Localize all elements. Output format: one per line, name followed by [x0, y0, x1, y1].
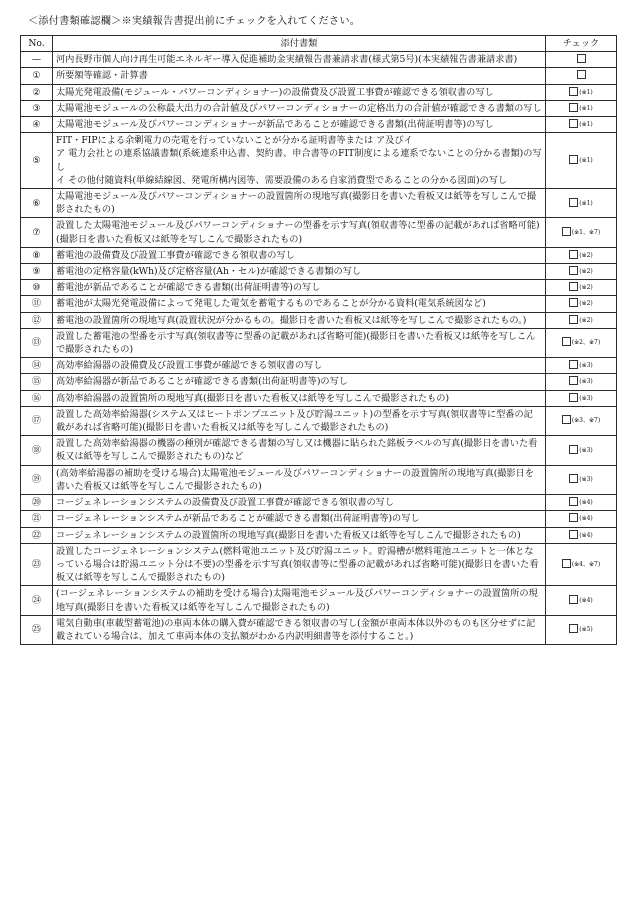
document-text: 蓄電池が太陽光発電設備によって発電した電気を蓄電するものであることが分かる資料(電気系統図など) — [56, 298, 486, 310]
row-number: ⑭ — [21, 358, 53, 374]
check-cell — [546, 328, 617, 357]
row-number: ㉓ — [21, 543, 53, 586]
footnote-reference: (※2) — [579, 300, 593, 308]
checkbox[interactable] — [577, 54, 586, 63]
checkbox[interactable] — [577, 70, 586, 79]
table-header-row — [21, 36, 617, 52]
check-cell — [546, 280, 617, 296]
document-description — [53, 247, 546, 263]
table-row — [21, 543, 617, 586]
row-number: ㉔ — [21, 586, 53, 615]
document-description — [53, 52, 546, 68]
checkbox[interactable] — [569, 119, 578, 128]
check-cell — [546, 247, 617, 263]
document-description — [53, 264, 546, 280]
check-cell — [546, 312, 617, 328]
checkbox[interactable] — [569, 474, 578, 483]
check-cell — [546, 436, 617, 465]
document-description — [53, 117, 546, 133]
footnote-reference: (※4) — [579, 531, 593, 539]
check-cell — [546, 390, 617, 406]
row-number: ④ — [21, 117, 53, 133]
document-text: 河内長野市個人向け再生可能エネルギー導入促進補助金実績報告書兼請求書(様式第5号)(本実績報告書兼請求書) — [56, 54, 518, 66]
document-description — [53, 543, 546, 586]
check-cell — [546, 218, 617, 247]
table-row — [21, 495, 617, 511]
row-number: ⑬ — [21, 328, 53, 357]
checkbox[interactable] — [569, 282, 578, 291]
table-row — [21, 312, 617, 328]
footnote-reference: (※3) — [579, 394, 593, 402]
check-cell — [546, 296, 617, 312]
document-text: 高効率給湯器の設置箇所の現地写真(撮影日を書いた看板又は紙等を写しこんで撮影されたもの) — [56, 392, 450, 404]
document-description — [53, 436, 546, 465]
footnote-reference: (※4) — [579, 499, 593, 507]
table-row — [21, 117, 617, 133]
document-description — [53, 495, 546, 511]
check-cell — [546, 511, 617, 527]
checkbox[interactable] — [569, 376, 578, 385]
footnote-reference: (※1) — [579, 104, 593, 112]
document-description — [53, 374, 546, 390]
table-row — [21, 358, 617, 374]
document-text: コージェネレーションシステムの設備費及び設置工事費が確認できる領収書の写し — [56, 497, 395, 509]
check-cell — [546, 465, 617, 494]
footnote-reference: (※1) — [579, 157, 593, 165]
row-number: ⑲ — [21, 465, 53, 494]
checkbox[interactable] — [562, 337, 571, 346]
check-cell — [546, 100, 617, 116]
document-text: 設置した太陽電池モジュール及びパワーコンディショナーの型番を示す写真(領収書等に型番の記載があれば省略可能)(撮影日を書いた看板又は紙等を写しこんで撮影されたもの) — [56, 220, 540, 245]
document-description — [53, 527, 546, 543]
table-row — [21, 218, 617, 247]
document-text: 蓄電池が新品であることが確認できる書類(出荷証明書等)の写し — [56, 282, 321, 294]
checkbox[interactable] — [569, 266, 578, 275]
table-body — [21, 52, 617, 645]
footnote-reference: (※4) — [579, 515, 593, 523]
checkbox[interactable] — [569, 497, 578, 506]
row-number: ⑨ — [21, 264, 53, 280]
table-row — [21, 68, 617, 84]
document-description — [53, 218, 546, 247]
table-row — [21, 133, 617, 189]
checkbox[interactable] — [569, 87, 578, 96]
checkbox[interactable] — [569, 445, 578, 454]
document-text: 設置した高効率給湯器の機器の種別が確認できる書類の写し又は機器に貼られた銘板ラベルの写真(撮影日を書いた看板又は紙等を写しこんで撮影されたもの)など — [56, 438, 538, 463]
document-description — [53, 465, 546, 494]
checkbox[interactable] — [562, 559, 571, 568]
footnote-reference: (※3) — [579, 446, 593, 454]
document-text: 太陽電池モジュールの公称最大出力の合計値及びパワーコンディショナーの定格出力の合計値が確認できる書類の写し — [56, 102, 542, 114]
check-cell — [546, 84, 617, 100]
document-text: 高効率給湯器が新品であることが確認できる書類(出荷証明書等)の写し — [56, 376, 348, 388]
checkbox[interactable] — [562, 227, 571, 236]
document-text: 太陽電池モジュール及びパワーコンディショナーの設置箇所の現地写真(撮影日を書いた看板又は紙等を写しこんで撮影されたもの) — [56, 191, 537, 216]
document-text: 設置したコージェネレーションシステム(燃料電池ユニット及び貯湯ユニット。貯湯槽が燃料電池ユニットと一体となっている場合は貯湯ユニット分は不要)の型番を示す写真(領収書等に型番の記載があれば省略可能)(撮影日を書いた看板又は紙等を写しこんで撮影されたもの) — [56, 545, 539, 584]
footnote-reference: (※2) — [579, 284, 593, 292]
footnote-reference: (※2、※7) — [571, 339, 601, 347]
footnote-reference: (※4、※7) — [571, 560, 601, 568]
footnote-reference: (※3) — [579, 476, 593, 484]
footnote-reference: (※1) — [579, 88, 593, 96]
check-cell — [546, 406, 617, 435]
document-description — [53, 133, 546, 189]
row-number: ⑧ — [21, 247, 53, 263]
table-row — [21, 84, 617, 100]
checkbox[interactable] — [569, 298, 578, 307]
footnote-reference: (※5) — [579, 626, 593, 634]
check-cell — [546, 133, 617, 189]
check-cell — [546, 615, 617, 644]
document-text: コージェネレーションシステムの設置箇所の現地写真(撮影日を書いた看板又は紙等を写しこんで撮影されたもの) — [56, 529, 521, 541]
table-row — [21, 296, 617, 312]
table-row — [21, 615, 617, 644]
footnote-reference: (※2) — [579, 268, 593, 276]
table-row — [21, 465, 617, 494]
document-description — [53, 390, 546, 406]
footnote-reference: (※1) — [579, 199, 593, 207]
row-number: ⑩ — [21, 280, 53, 296]
table-row — [21, 390, 617, 406]
check-cell — [546, 358, 617, 374]
table-row — [21, 374, 617, 390]
document-text: 蓄電池の定格容量(kWh)及び定格容量(Ah・セル)が確認できる書類の写し — [56, 266, 362, 278]
document-description — [53, 189, 546, 218]
checkbox[interactable] — [569, 315, 578, 324]
row-number: ⑰ — [21, 406, 53, 435]
row-number: ⑱ — [21, 436, 53, 465]
document-text: 設置した高効率給湯器(システム又はヒートポンプユニット及び貯湯ユニット)の型番を示す写真(領収書等に型番の記載があれば省略可能)(撮影日を書いた看板又は紙等を写しこんで撮影されたもの) — [56, 408, 533, 434]
document-text: 電気自動車(車載型蓄電池)の車両本体の購入費が確認できる領収書の写し(金額が車両本体以外のものも区分せずに記載されている場合は、加えて車両本体の支払額がわかる内訳明細書等を添付すること。) — [56, 617, 536, 642]
column-header-check: チェック — [546, 36, 617, 52]
document-text: 所要額等確認・計算書 — [56, 70, 148, 82]
checkbox[interactable] — [569, 513, 578, 522]
document-description — [53, 406, 546, 435]
footnote-reference: (※3) — [579, 378, 593, 386]
checkbox[interactable] — [569, 155, 578, 164]
attachment-checklist-table — [20, 35, 617, 645]
row-number: ㉑ — [21, 511, 53, 527]
check-cell — [546, 543, 617, 586]
row-number: ⑯ — [21, 390, 53, 406]
document-text: (コージェネレーションシステムの補助を受ける場合)太陽電池モジュール及びパワーコンディショナーの設置箇所の現地写真(撮影日を書いた看板又は紙等を写しこんで撮影されたもの) — [56, 588, 538, 613]
document-text: (高効率給湯器の補助を受ける場合)太陽電池モジュール及びパワーコンディショナーの設置箇所の現地写真(撮影日を書いた看板又は紙等を写しこんで撮影されたもの) — [56, 467, 535, 492]
footnote-reference: (※3) — [579, 362, 593, 370]
row-number: ㉕ — [21, 615, 53, 644]
checkbox[interactable] — [569, 103, 578, 112]
column-header-document: 添付書類 — [53, 36, 546, 52]
table-row — [21, 52, 617, 68]
check-cell — [546, 264, 617, 280]
document-description — [53, 312, 546, 328]
document-description — [53, 296, 546, 312]
row-number: ① — [21, 68, 53, 84]
check-cell — [546, 586, 617, 615]
check-cell — [546, 52, 617, 68]
table-row — [21, 247, 617, 263]
checkbox[interactable] — [569, 530, 578, 539]
document-text: コージェネレーションシステムが新品であることが確認できる書類(出荷証明書等)の写し — [56, 513, 420, 525]
check-cell — [546, 189, 617, 218]
row-number: ⑥ — [21, 189, 53, 218]
document-text: FIT・FIPによる余剰電力の売電を行っていないことが分かる証明書等または ア及びイ — [56, 135, 413, 147]
check-cell — [546, 68, 617, 84]
check-cell — [546, 374, 617, 390]
table-row — [21, 406, 617, 435]
document-text: 蓄電池の設備費及び設置工事費が確認できる領収書の写し — [56, 249, 295, 261]
checkbox[interactable] — [569, 624, 578, 633]
footnote-reference: (※1、※7) — [571, 229, 601, 237]
table-row — [21, 586, 617, 615]
row-number: ② — [21, 84, 53, 100]
document-text: 太陽電池モジュール及びパワーコンディショナーが新品であることが確認できる書類(出荷証明書等)の写し — [56, 119, 494, 131]
checkbox[interactable] — [562, 415, 571, 424]
checkbox[interactable] — [569, 250, 578, 259]
table-row — [21, 328, 617, 357]
checkbox[interactable] — [569, 198, 578, 207]
footnote-reference: (※4) — [579, 596, 593, 604]
document-description — [53, 615, 546, 644]
document-text: 高効率給湯器の設備費及び設置工事費が確認できる領収書の写し — [56, 360, 323, 372]
document-text: 太陽光発電設備(モジュール・パワーコンディショナー)の設備費及び設置工事費が確認できる領収書の写し — [56, 86, 494, 98]
row-number: ③ — [21, 100, 53, 116]
document-description — [53, 68, 546, 84]
table-row — [21, 189, 617, 218]
row-number: — — [21, 52, 53, 68]
check-cell — [546, 495, 617, 511]
row-number: ⑳ — [21, 495, 53, 511]
footnote-reference: (※3、※7) — [571, 417, 601, 425]
document-text: ア 電力会社との連系協議書類(系統連系申込書、契約書、申合書等のFIT制度による連系でないことの分かる書類)の写し — [56, 148, 542, 173]
document-description — [53, 586, 546, 615]
table-row — [21, 280, 617, 296]
table-row — [21, 100, 617, 116]
document-description — [53, 100, 546, 116]
row-number: ⑮ — [21, 374, 53, 390]
row-number: ⑫ — [21, 312, 53, 328]
table-row — [21, 527, 617, 543]
document-text: 蓄電池の設置箇所の現地写真(設置状況が分かるもの。撮影日を書いた看板又は紙等を写しこんで撮影されたもの。) — [56, 314, 527, 326]
checkbox[interactable] — [569, 393, 578, 402]
document-description — [53, 280, 546, 296]
column-header-no: No. — [21, 36, 53, 52]
table-row — [21, 511, 617, 527]
table-row — [21, 264, 617, 280]
document-description — [53, 511, 546, 527]
checklist-heading: ＜添付書類確認欄＞※実績報告書提出前にチェックを入れてください。 — [28, 16, 361, 27]
document-description — [53, 358, 546, 374]
table-row — [21, 436, 617, 465]
document-description — [53, 84, 546, 100]
row-number: ⑦ — [21, 218, 53, 247]
check-cell — [546, 117, 617, 133]
footnote-reference: (※2) — [579, 316, 593, 324]
checkbox[interactable] — [569, 360, 578, 369]
row-number: ㉒ — [21, 527, 53, 543]
row-number: ⑪ — [21, 296, 53, 312]
footnote-reference: (※1) — [579, 121, 593, 129]
document-text: 設置した蓄電池の型番を示す写真(領収書等に型番の記載があれば省略可能)(撮影日を書いた看板又は紙等を写しこんで撮影されたもの) — [56, 330, 536, 356]
row-number: ⑤ — [21, 133, 53, 189]
footnote-reference: (※2) — [579, 251, 593, 259]
document-text: イ その他付随資料(単線結線図、発電所構内図等、需要設備のある自家消費型であることの分かる図面)の写し — [56, 174, 508, 186]
check-cell — [546, 527, 617, 543]
checkbox[interactable] — [569, 595, 578, 604]
document-description — [53, 328, 546, 357]
